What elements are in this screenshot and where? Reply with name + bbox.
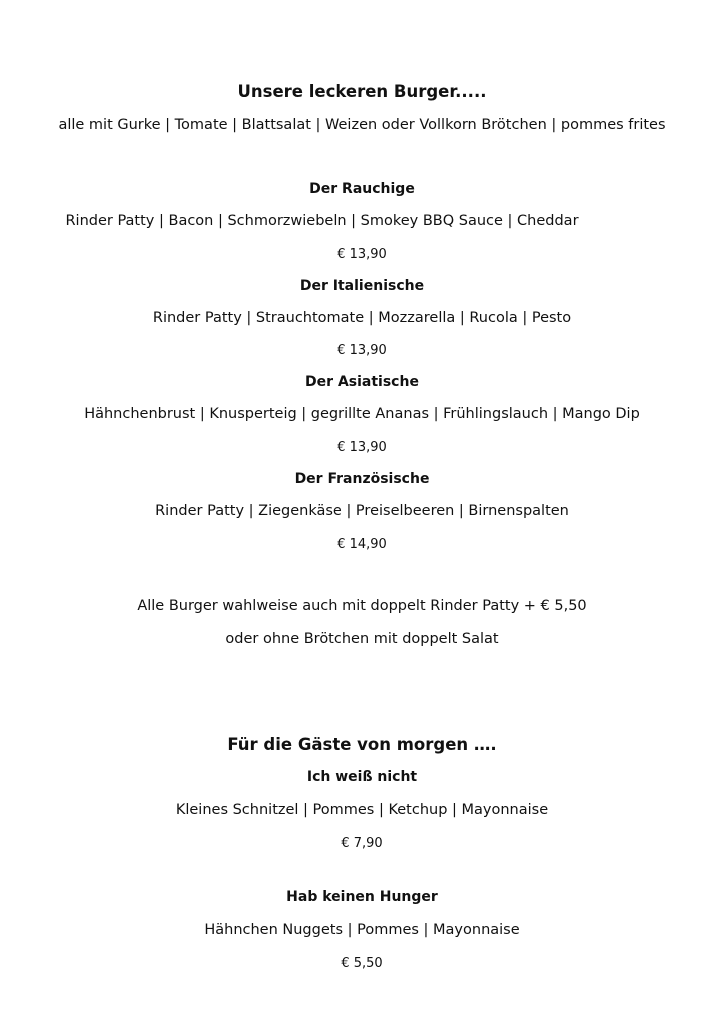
menu-item-price: € 5,50 [341,956,383,971]
menu-item-price: € 13,90 [337,247,387,262]
menu-item-ingredients: Hähnchenbrust | Knusperteig | gegrillte Ananas | Frühlingslauch | Mango Dip [84,406,640,422]
menu-item-name: Hab keinen Hunger [286,889,438,905]
kids-section-title: Für die Gäste von morgen …. [227,735,497,754]
menu-item-price: € 13,90 [337,440,387,455]
menu-item-ingredients: Rinder Patty | Strauchtomate | Mozzarella | Rucola | Pesto [152,310,572,326]
menu-item-ingredients: Kleines Schnitzel | Pommes | Ketchup | Mayonnaise [175,802,549,818]
menu-item-ingredients: Hähnchen Nuggets | Pommes | Mayonnaise [204,922,520,938]
menu-item-name: Der Italienische [299,278,425,294]
burger-option-note: Alle Burger wahlweise auch mit doppelt Rinder Patty + € 5,50 [137,598,587,614]
menu-item-ingredients: Rinder Patty | Bacon | Schmorzwiebeln | Smokey BBQ Sauce | Cheddar [65,213,579,229]
menu-item-price: € 7,90 [341,836,383,851]
menu-item-name: Der Asiatische [305,374,419,390]
menu-item-price: € 14,90 [337,537,387,552]
menu-item-name: Der Französische [294,471,430,487]
burger-section-subtitle: alle mit Gurke | Tomate | Blattsalat | Weizen oder Vollkorn Brötchen | pommes frites [58,117,666,133]
menu-item-price: € 13,90 [337,343,387,358]
menu-item-name: Ich weiß nicht [306,769,418,785]
menu-item-name: Der Rauchige [309,181,415,197]
burger-option-note: oder ohne Brötchen mit doppelt Salat [225,631,499,647]
burger-section-title: Unsere leckeren Burger..... [237,82,487,101]
menu-item-ingredients: Rinder Patty | Ziegenkäse | Preiselbeeren | Birnenspalten [155,503,569,519]
